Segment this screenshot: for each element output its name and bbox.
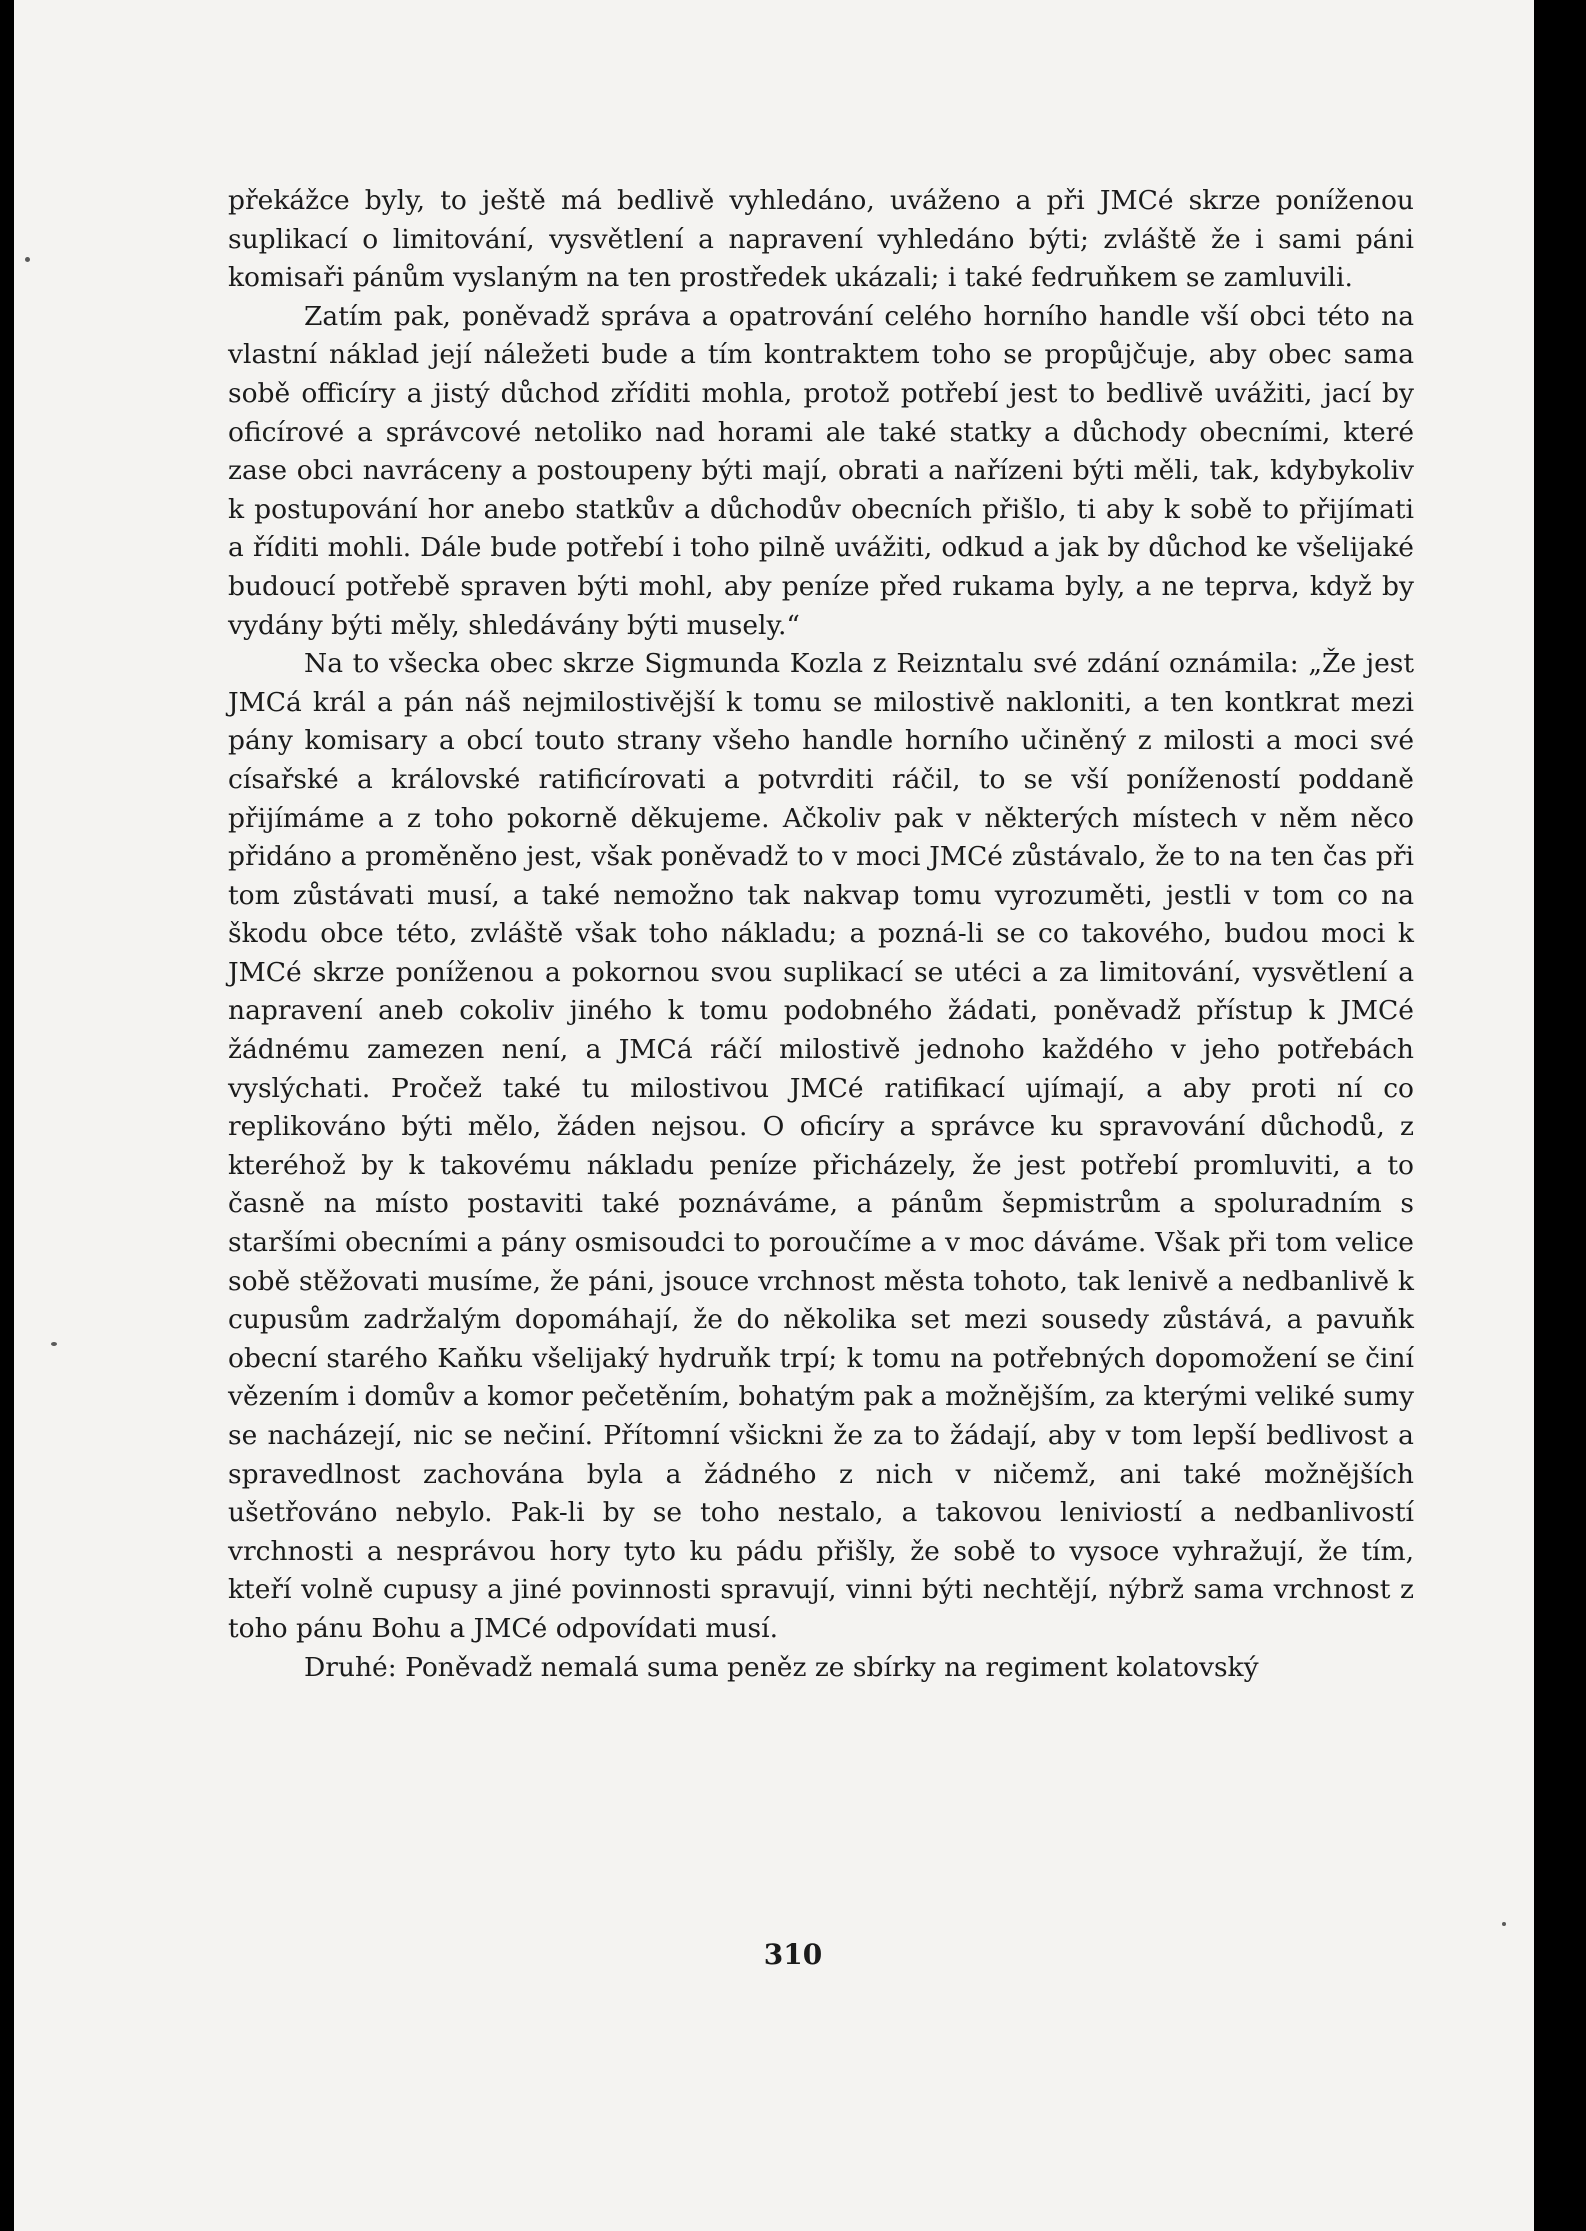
paragraph-continued: překážce byly, to ještě má bedlivě vyhledáno, uváženo a při JMCé skrze poníženou suplikací o limitování, vysvětlení a napravení vyhledáno býti; zvláště že i sami páni komisaři pánům vyslaným na ten prostředek ukázali; i také fedruňkem se zamluvili. (228, 185, 1414, 294)
paragraph: Druhé: Poněvadž nemalá suma peněz ze sbírky na regiment kolatovský (304, 1651, 1259, 1683)
paragraph: Na to všecka obec skrze Sigmunda Kozla z Reizntalu své zdání oznámila: „Že jest JMCá král a pán náš nejmilostivější k tomu se milostivě nakloniti, a ten kontkrat mezi pány komisary a obcí touto strany všeho handle horního učiněný z milosti a moci své císařské a královské ratificírovati a potvrditi ráčil, to se vší ponížeností poddaně přijímáme a z toho pokorně děkujeme. Ačkoliv pak v některých místech v něm něco přidáno a proměněno jest, však poněvadž to v moci JMCé zůstávalo, že to na ten čas při tom zůstávati musí, a také nemožno tak nakvap tomu vyrozuměti, jestli v tom co na škodu obce této, zvláště však toho nákladu; a pozná-li se co takového, budou moci k JMCé skrze poníženou a pokornou svou suplikací se utéci a za limitování, vysvětlení a napravení aneb cokoliv jiného k tomu podobného žádati, poněvadž přístup k JMCé žádnému zamezen není, a JMCá ráčí milostivě jednoho každého v jeho potřebách vyslýchati. Pročež také tu milostivou JMCé ratifikací ujímají, a aby proti ní co replikováno býti mělo, žáden nejsou. O oficíry a správce ku spravování důchodů, z kteréhož by k takovému nákladu peníze přicházely, že jest potřebí promluviti, a to časně na místo postaviti také poznáváme, a pánům šepmistrům a spoluradním s staršími obecními a pány osmisoudci to poroučíme a v moc dáváme. Však při tom velice sobě stěžovati musíme, že páni, jsouce vrchnost města tohoto, tak lenivě a nedbanlivě k cupusům zadržalým dopomáhají, že do několika set mezi sousedy zůstává, a pavuňk obecní starého Kaňku všelijaký hydruňk trpí; k tomu na potřebných dopomožení se činí vězením i domův a komor pečetěním, bohatým pak a možnějším, za kterými veliké sumy se nacházejí, nic se nečiní. Přítomní všickni že za to žádají, aby v tom lepší bedlivost a spravedlnost zachována byla a žádného z nich v ničemž, ani také možnějších ušetřováno nebylo. Pak-li by se toho nestalo, a takovou leniviostí a nedbanlivostí vrchnosti a nesprávou hory tyto ku pádu přišly, že sobě to vysoce vyhražují, že tím, kteří volně cupusy a jiné povinnosti spravují, vinni býti nechtějí, nýbrž sama vrchnost z toho pánu Bohu a JMCé odpovídati musí. (228, 648, 1414, 1644)
scan-speck (51, 1342, 57, 1346)
body-text (228, 182, 1414, 1687)
page-number: 310 (763, 1938, 823, 1971)
scan-speck (25, 257, 30, 262)
paragraph: Zatím pak, poněvadž správa a opatrování celého horního handle vší obci této na vlastní náklad její náležeti bude a tím kontraktem toho se propůjčuje, aby obec sama sobě officíry a jistý důchod zříditi mohla, protož potřebí jest to bedlivě uvážiti, jací by oficírové a správcové netoliko nad horami ale také statky a důchody obecními, které zase obci navráceny a postoupeny býti mají, obrati a nařízeni býti měli, tak, kdybykoliv k postupování hor anebo statkův a důchodův obecních přišlo, ti aby k sobě to přijímati a říditi mohli. Dále bude potřebí i toho pilně uvážiti, odkud a jak by důchod ke všelijaké budoucí potřebě spraven býti mohl, aby peníze před rukama byly, a ne teprva, když by vydány býti měly, shledávány býti musely.“ (228, 300, 1414, 641)
scan-speck (1502, 1922, 1506, 1926)
